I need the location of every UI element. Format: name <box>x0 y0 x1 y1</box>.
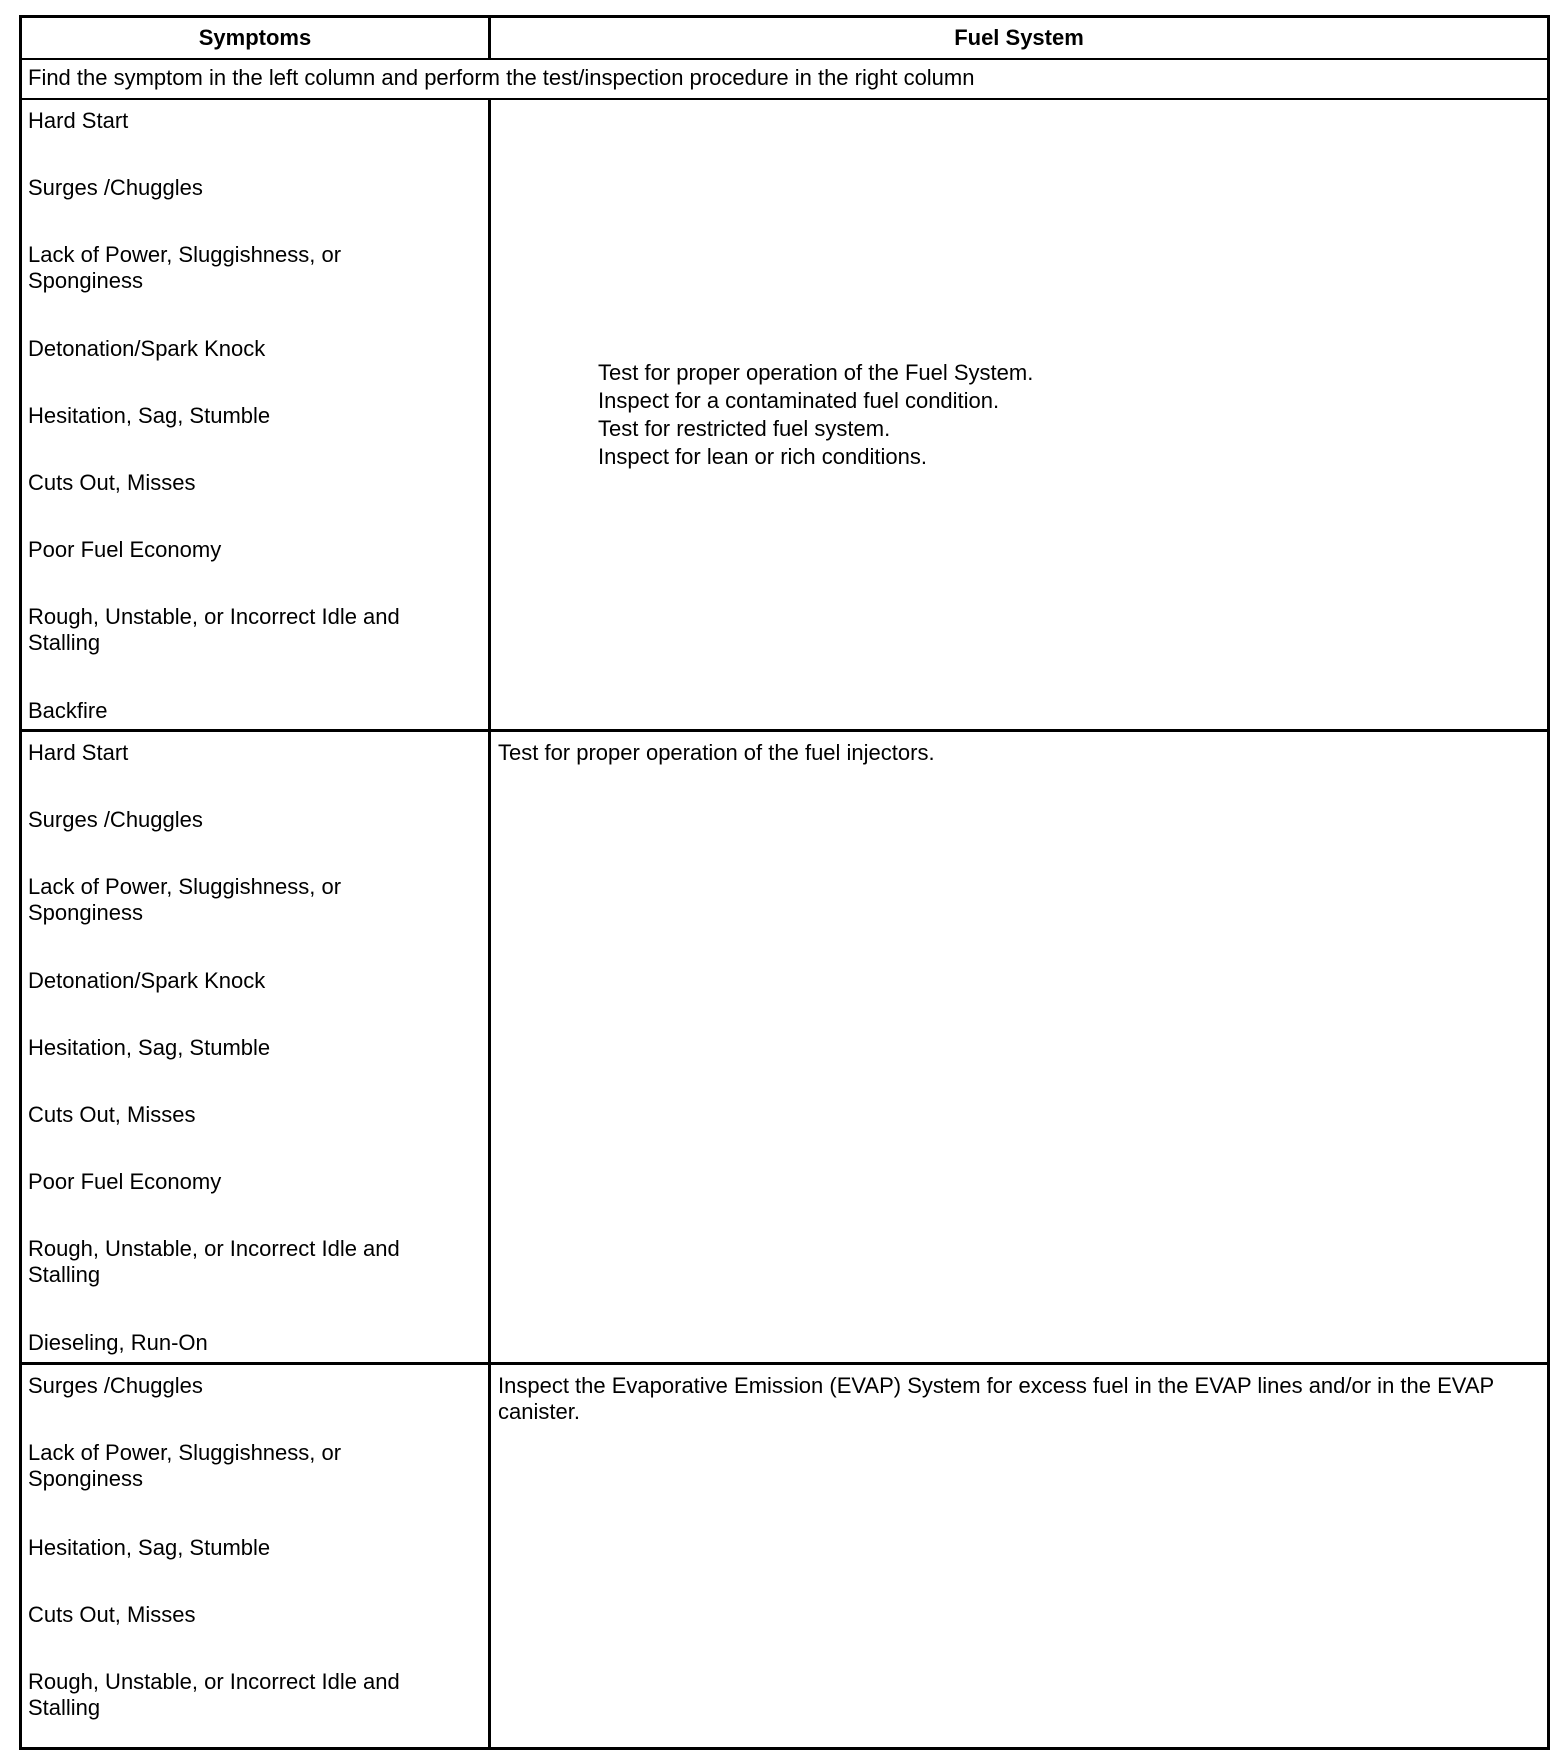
row-1-symptom-1: Hard Start <box>28 108 129 133</box>
row-1-symptom-6: Cuts Out, Misses <box>28 470 196 495</box>
column-divider-body <box>488 100 491 1750</box>
row-1-procedure-4: Inspect for lean or rich conditions. <box>598 444 927 469</box>
row-2-symptom-1: Hard Start <box>28 740 129 765</box>
header-symptoms: Symptoms <box>198 25 312 50</box>
row-3-procedure-1: Inspect the Evaporative Emission (EVAP) System for excess fuel in the EVAP lines and/or in the EVAP canister. <box>498 1373 1494 1424</box>
header-fuel-system: Fuel System <box>954 25 1084 50</box>
row-2-procedure-1: Test for proper operation of the fuel injectors. <box>498 740 935 765</box>
row-1-symptom-4: Detonation/Spark Knock <box>28 336 266 361</box>
row-2-symptom-9: Dieseling, Run-On <box>28 1330 208 1355</box>
row-3-symptom-2: Lack of Power, Sluggishness, or Sponginess <box>28 1440 342 1491</box>
intro-divider <box>22 98 1547 100</box>
row-1-symptom-2: Surges /Chuggles <box>28 175 203 200</box>
row-3-symptom-3: Hesitation, Sag, Stumble <box>28 1535 271 1560</box>
row-1-divider <box>22 729 1547 732</box>
header-divider <box>22 58 1547 60</box>
row-3-symptom-4: Cuts Out, Misses <box>28 1602 196 1627</box>
row-2-symptom-8: Rough, Unstable, or Incorrect Idle and Stalling <box>28 1236 400 1287</box>
row-1-procedure-3: Test for restricted fuel system. <box>598 416 891 441</box>
row-2-symptom-5: Hesitation, Sag, Stumble <box>28 1035 271 1060</box>
row-1-procedure-1: Test for proper operation of the Fuel System. <box>598 360 1034 385</box>
intro-text: Find the symptom in the left column and perform the test/inspection procedure in the right column <box>28 65 975 90</box>
row-3-symptom-5: Rough, Unstable, or Incorrect Idle and Stalling <box>28 1669 400 1720</box>
row-1-symptom-3: Lack of Power, Sluggishness, or Sponginess <box>28 242 342 293</box>
row-1-symptom-8: Rough, Unstable, or Incorrect Idle and Stalling <box>28 604 400 655</box>
row-1-procedure-2: Inspect for a contaminated fuel condition. <box>598 388 1000 413</box>
row-2-symptom-6: Cuts Out, Misses <box>28 1102 196 1127</box>
row-1-symptom-7: Poor Fuel Economy <box>28 537 222 562</box>
row-3-symptom-1: Surges /Chuggles <box>28 1373 203 1398</box>
row-2-symptom-2: Surges /Chuggles <box>28 807 203 832</box>
row-2-divider <box>22 1362 1547 1365</box>
row-1-symptom-5: Hesitation, Sag, Stumble <box>28 403 271 428</box>
row-2-symptom-4: Detonation/Spark Knock <box>28 968 266 993</box>
row-2-symptom-7: Poor Fuel Economy <box>28 1169 222 1194</box>
symptom-table <box>19 15 1550 1750</box>
row-1-symptom-9: Backfire <box>28 698 108 723</box>
row-2-symptom-3: Lack of Power, Sluggishness, or Sponginess <box>28 874 342 925</box>
